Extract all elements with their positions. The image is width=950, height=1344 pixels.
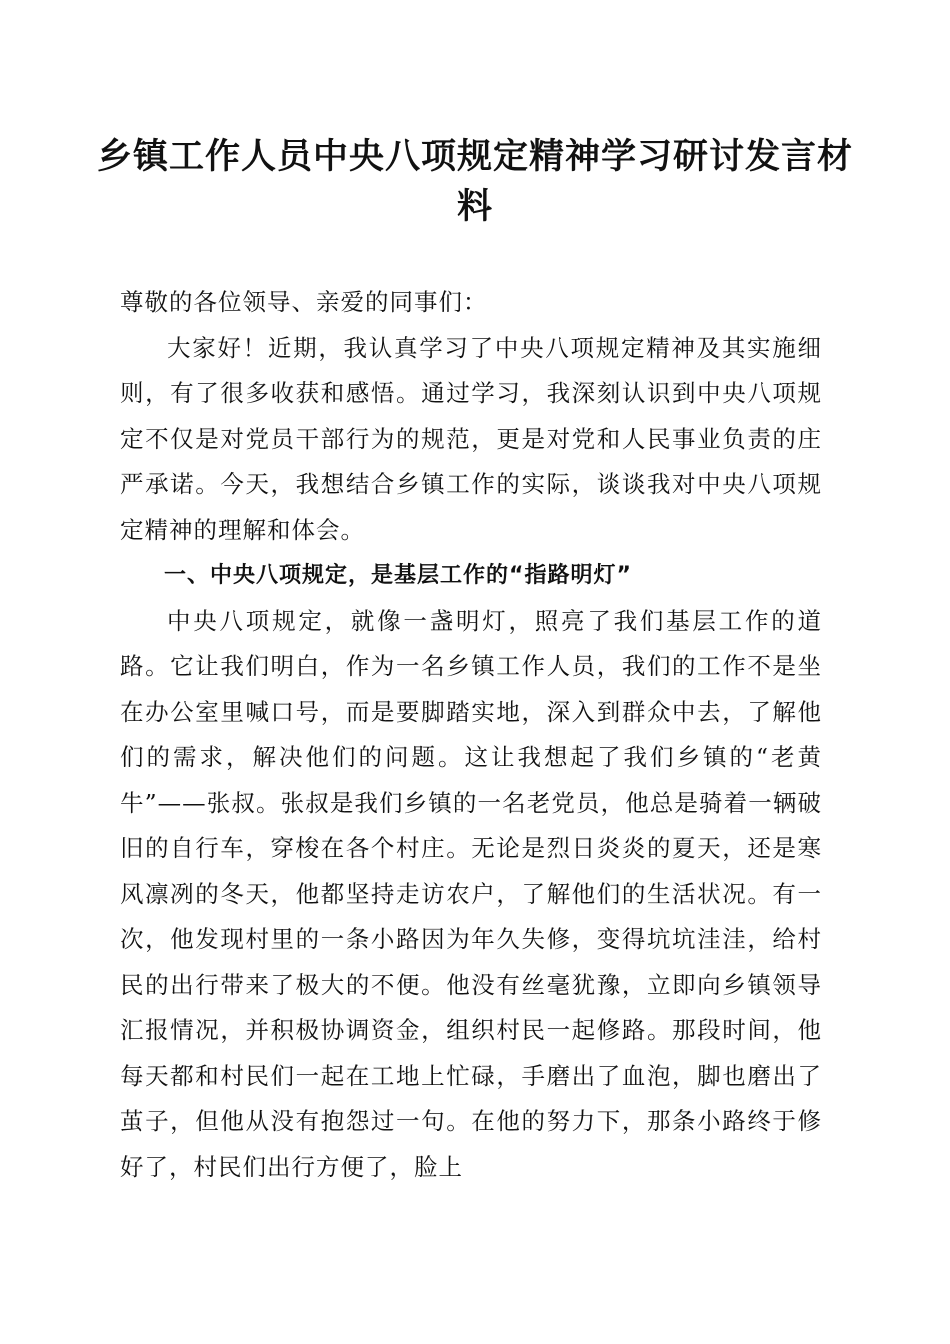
salutation: 尊敬的各位领导、亲爱的同事们： bbox=[120, 288, 488, 316]
section-paragraph: 中央八项规定，就像一盏明灯，照亮了我们基层工作的道路。它让我们明白，作为一名乡镇工作人员，我们的工作不是坐在办公室里喊口号，而是要脚踏实地，深入到群众中去，了解他们的需求，解决他们的问题。这让我想起了我们乡镇的“老黄牛”——张叔。张叔是我们乡镇的一名老党员，他总是骑着一辆破旧的自行车，穿梭在各个村庄。无论是烈日炎炎的夏天，还是寒风凛冽的冬天，他都坚持走访农户，了解他们的生活状况。有一次，他发现村里的一条小路因为年久失修，变得坑坑洼洼，给村民的出行带来了极大的不便。他没有丝毫犹豫，立即向乡镇领导汇报情况，并积极协调资金，组织村民一起修路。那段时间，他每天都和村民们一起在工地上忙碌，手磨出了血泡，脚也磨出了茧子，但他从没有抱怨过一句。在他的努力下，那条小路终于修好了，村民们出行方便了，脸上 bbox=[120, 606, 822, 1181]
intro-paragraph: 大家好！近期，我认真学习了中央八项规定精神及其实施细则，有了很多收获和感悟。通过学习，我深刻认识到中央八项规定不仅是对党员干部行为的规范，更是对党和人民事业负责的庄严承诺。今天，我想结合乡镇工作的实际，谈谈我对中央八项规定精神的理解和体会。 bbox=[120, 333, 822, 544]
document-body bbox=[120, 280, 822, 1190]
document-title: 乡镇工作人员中央八项规定精神学习研讨发言材料 bbox=[96, 137, 853, 227]
section-heading: 一、中央八项规定，是基层工作的“指路明灯” bbox=[164, 563, 632, 588]
